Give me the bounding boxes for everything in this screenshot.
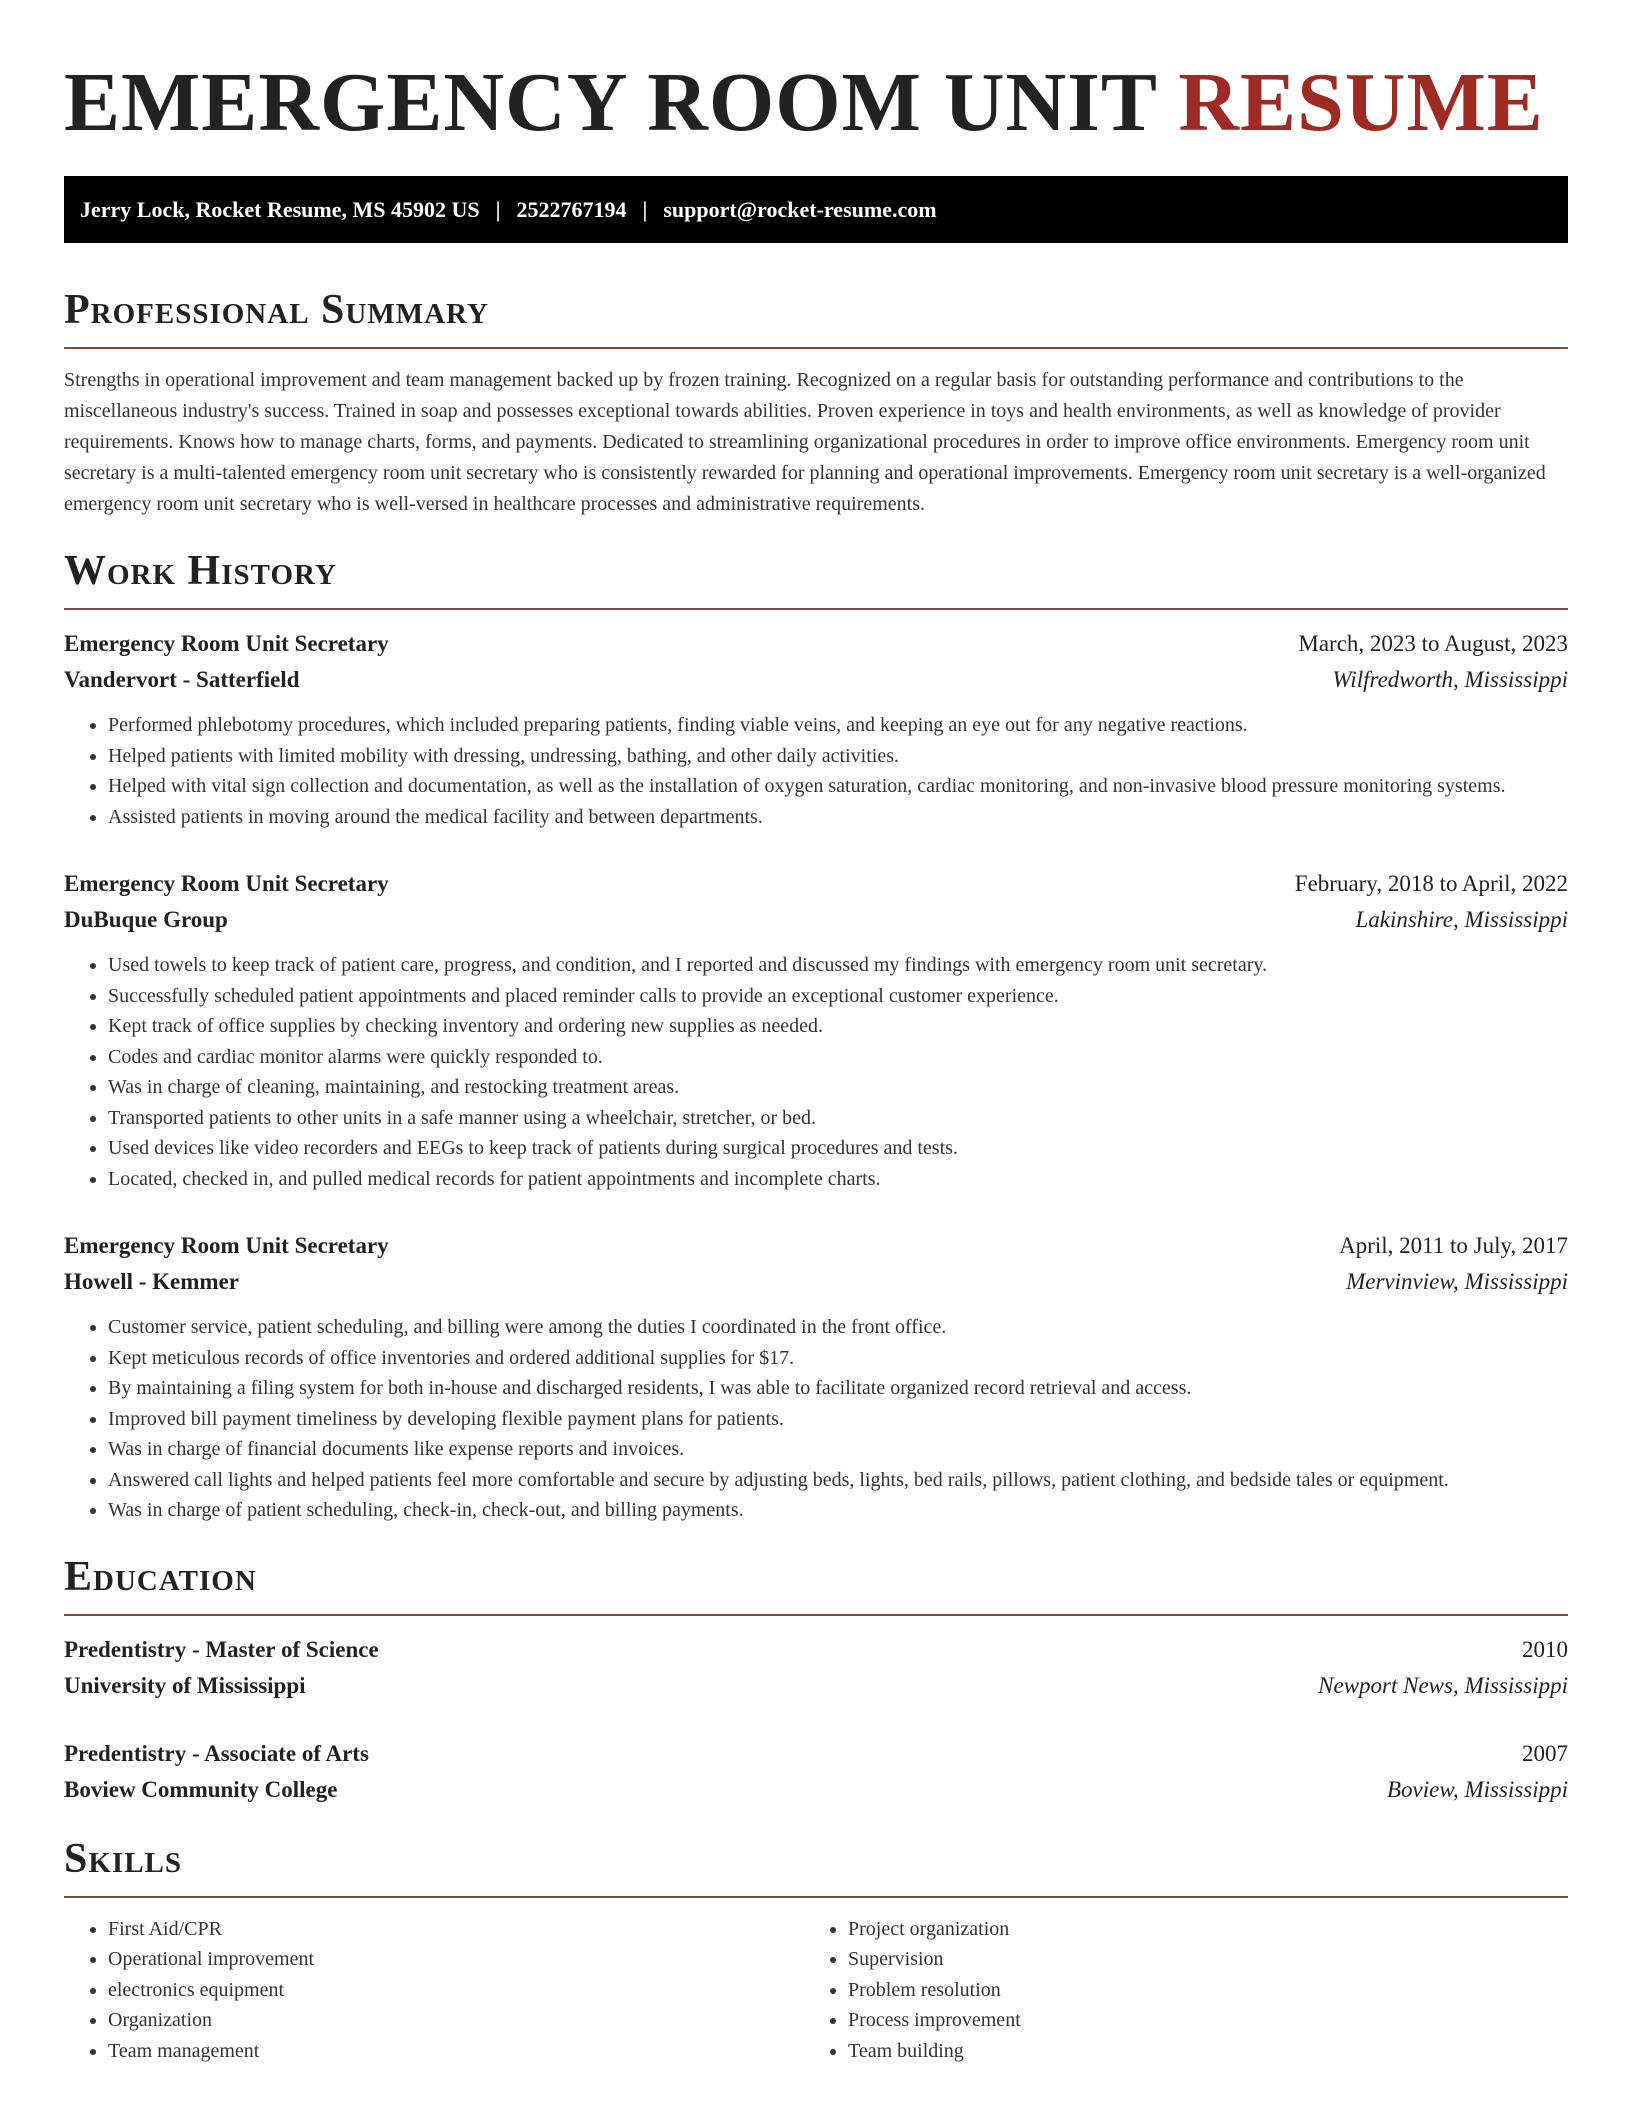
skills-columns [64, 1914, 1568, 2067]
job-entry [64, 626, 1568, 832]
title-main: EMERGENCY ROOM UNIT [64, 56, 1179, 149]
list-item: • Improved bill payment timeliness by developing flexible payment plans for patients. [108, 1404, 1568, 1435]
skill-item: • Project organization [848, 1914, 1544, 1945]
list-item: • Codes and cardiac monitor alarms were quickly responded to. [108, 1042, 1568, 1073]
list-item: • Answered call lights and helped patients feel more comfortable and secure by adjusting beds, lights, bed rails, pillows, patient clothing, and bedside tales or equipment. [108, 1465, 1568, 1496]
work-history-heading: Work History [64, 546, 1568, 610]
education-section [64, 1552, 1568, 1808]
job-entry [64, 866, 1568, 1194]
list-item: • Located, checked in, and pulled medical records for patient appointments and incomplete charts. [108, 1164, 1568, 1195]
contact-address: Jerry Lock, Rocket Resume, MS 45902 US [80, 196, 480, 222]
education-entry [64, 1736, 1568, 1808]
job-entry [64, 1228, 1568, 1526]
job-dates: February, 2018 to April, 2022 [1294, 871, 1568, 896]
job-title: Emergency Room Unit Secretary [64, 631, 389, 656]
list-item: • Helped with vital sign collection and documentation, as well as the installation of oxygen saturation, cardiac monitoring, and non-invasive blood pressure monitoring systems. [108, 771, 1568, 802]
education-entry [64, 1632, 1568, 1704]
skill-item: • Supervision [848, 1944, 1544, 1975]
job-company: Howell - Kemmer [64, 1269, 239, 1294]
degree: Predentistry - Associate of Arts [64, 1740, 369, 1766]
skill-item: • Team building [848, 2036, 1544, 2067]
list-item: • Successfully scheduled patient appointments and placed reminder calls to provide an exceptional customer experience. [108, 981, 1568, 1012]
job-dates: March, 2023 to August, 2023 [1298, 631, 1568, 656]
skill-item: • Operational improvement [108, 1944, 804, 1975]
skill-item: • Team management [108, 2036, 804, 2067]
contact-bar [64, 176, 1568, 243]
list-item: • Used towels to keep track of patient care, progress, and condition, and I reported and discussed my findings with emergency room unit secretary. [108, 950, 1568, 981]
summary-section [64, 285, 1568, 520]
education-heading: Education [64, 1552, 1568, 1616]
list-item: • Was in charge of patient scheduling, check-in, check-out, and billing payments. [108, 1495, 1568, 1526]
list-item: • Was in charge of financial documents like expense reports and invoices. [108, 1434, 1568, 1465]
contact-separator: | [495, 196, 501, 222]
job-company: DuBuque Group [64, 907, 228, 932]
list-item: • Transported patients to other units in a safe manner using a wheelchair, stretcher, or bed. [108, 1103, 1568, 1134]
job-dates: April, 2011 to July, 2017 [1339, 1233, 1568, 1258]
job-duties [64, 950, 1568, 1194]
skills-list-left [64, 1914, 804, 2067]
job-title: Emergency Room Unit Secretary [64, 871, 389, 896]
job-location: Mervinview, Mississippi [1346, 1269, 1568, 1294]
list-item: • Used devices like video recorders and EEGs to keep track of patients during surgical procedures and tests. [108, 1133, 1568, 1164]
school-name: Boview Community College [64, 1776, 338, 1802]
school-location: Newport News, Mississippi [1318, 1672, 1568, 1698]
school-name: University of Mississippi [64, 1672, 306, 1698]
list-item: • Customer service, patient scheduling, and billing were among the duties I coordinated in the front office. [108, 1312, 1568, 1343]
degree: Predentistry - Master of Science [64, 1636, 379, 1662]
skill-item: • Organization [108, 2005, 804, 2036]
job-location: Wilfredworth, Mississippi [1332, 667, 1568, 692]
contact-phone: 2522767194 [516, 196, 627, 222]
skill-item: • Process improvement [848, 2005, 1544, 2036]
job-duties [64, 710, 1568, 832]
contact-separator: | [642, 196, 648, 222]
job-company: Vandervort - Satterfield [64, 667, 300, 692]
contact-email: support@rocket-resume.com [663, 196, 937, 222]
graduation-year: 2010 [1522, 1636, 1568, 1662]
skill-item: • First Aid/CPR [108, 1914, 804, 1945]
work-history-section [64, 546, 1568, 1526]
list-item: • Kept meticulous records of office inventories and ordered additional supplies for $17. [108, 1343, 1568, 1374]
title-accent: RESUME [1178, 56, 1544, 149]
skill-item: • electronics equipment [108, 1975, 804, 2006]
list-item: • Performed phlebotomy procedures, which included preparing patients, finding viable veins, and keeping an eye out for any negative reactions. [108, 710, 1568, 741]
resume-page [64, 0, 1568, 2066]
summary-heading: Professional Summary [64, 285, 1568, 349]
graduation-year: 2007 [1522, 1740, 1568, 1766]
school-location: Boview, Mississippi [1386, 1776, 1568, 1802]
list-item: • Helped patients with limited mobility with dressing, undressing, bathing, and other daily activities. [108, 741, 1568, 772]
job-title: Emergency Room Unit Secretary [64, 1233, 389, 1258]
skill-item: • Problem resolution [848, 1975, 1544, 2006]
skills-heading: Skills [64, 1834, 1568, 1898]
skills-list-right [804, 1914, 1544, 2067]
list-item: • Kept track of office supplies by checking inventory and ordering new supplies as needed. [108, 1011, 1568, 1042]
job-duties [64, 1312, 1568, 1526]
list-item: • Assisted patients in moving around the medical facility and between departments. [108, 802, 1568, 833]
job-location: Lakinshire, Mississippi [1355, 907, 1568, 932]
list-item: • Was in charge of cleaning, maintaining, and restocking treatment areas. [108, 1072, 1568, 1103]
document-title [64, 58, 1568, 148]
skills-section [64, 1834, 1568, 2067]
summary-text: Strengths in operational improvement and team management backed up by frozen training. Recognized on a regular basis for outstanding performance and contributions to the miscellaneous industry's success. Trained in soap and possesses exceptional towards abilities. Proven experience in toys and health environments, as well as knowledge of provider requirements. Knows how to manage charts, forms, and payments. Dedicated to streamlining organizational procedures in order to improve office environments. Emergency room unit secretary is a multi-talented emergency room unit secretary who is consistently rewarded for planning and operational improvements. Emergency room unit secretary is a well-organized emergency room unit secretary who is well-versed in healthcare processes and administrative requirements. [64, 369, 1546, 515]
list-item: • By maintaining a filing system for both in-house and discharged residents, I was able to facilitate organized record retrieval and access. [108, 1373, 1568, 1404]
